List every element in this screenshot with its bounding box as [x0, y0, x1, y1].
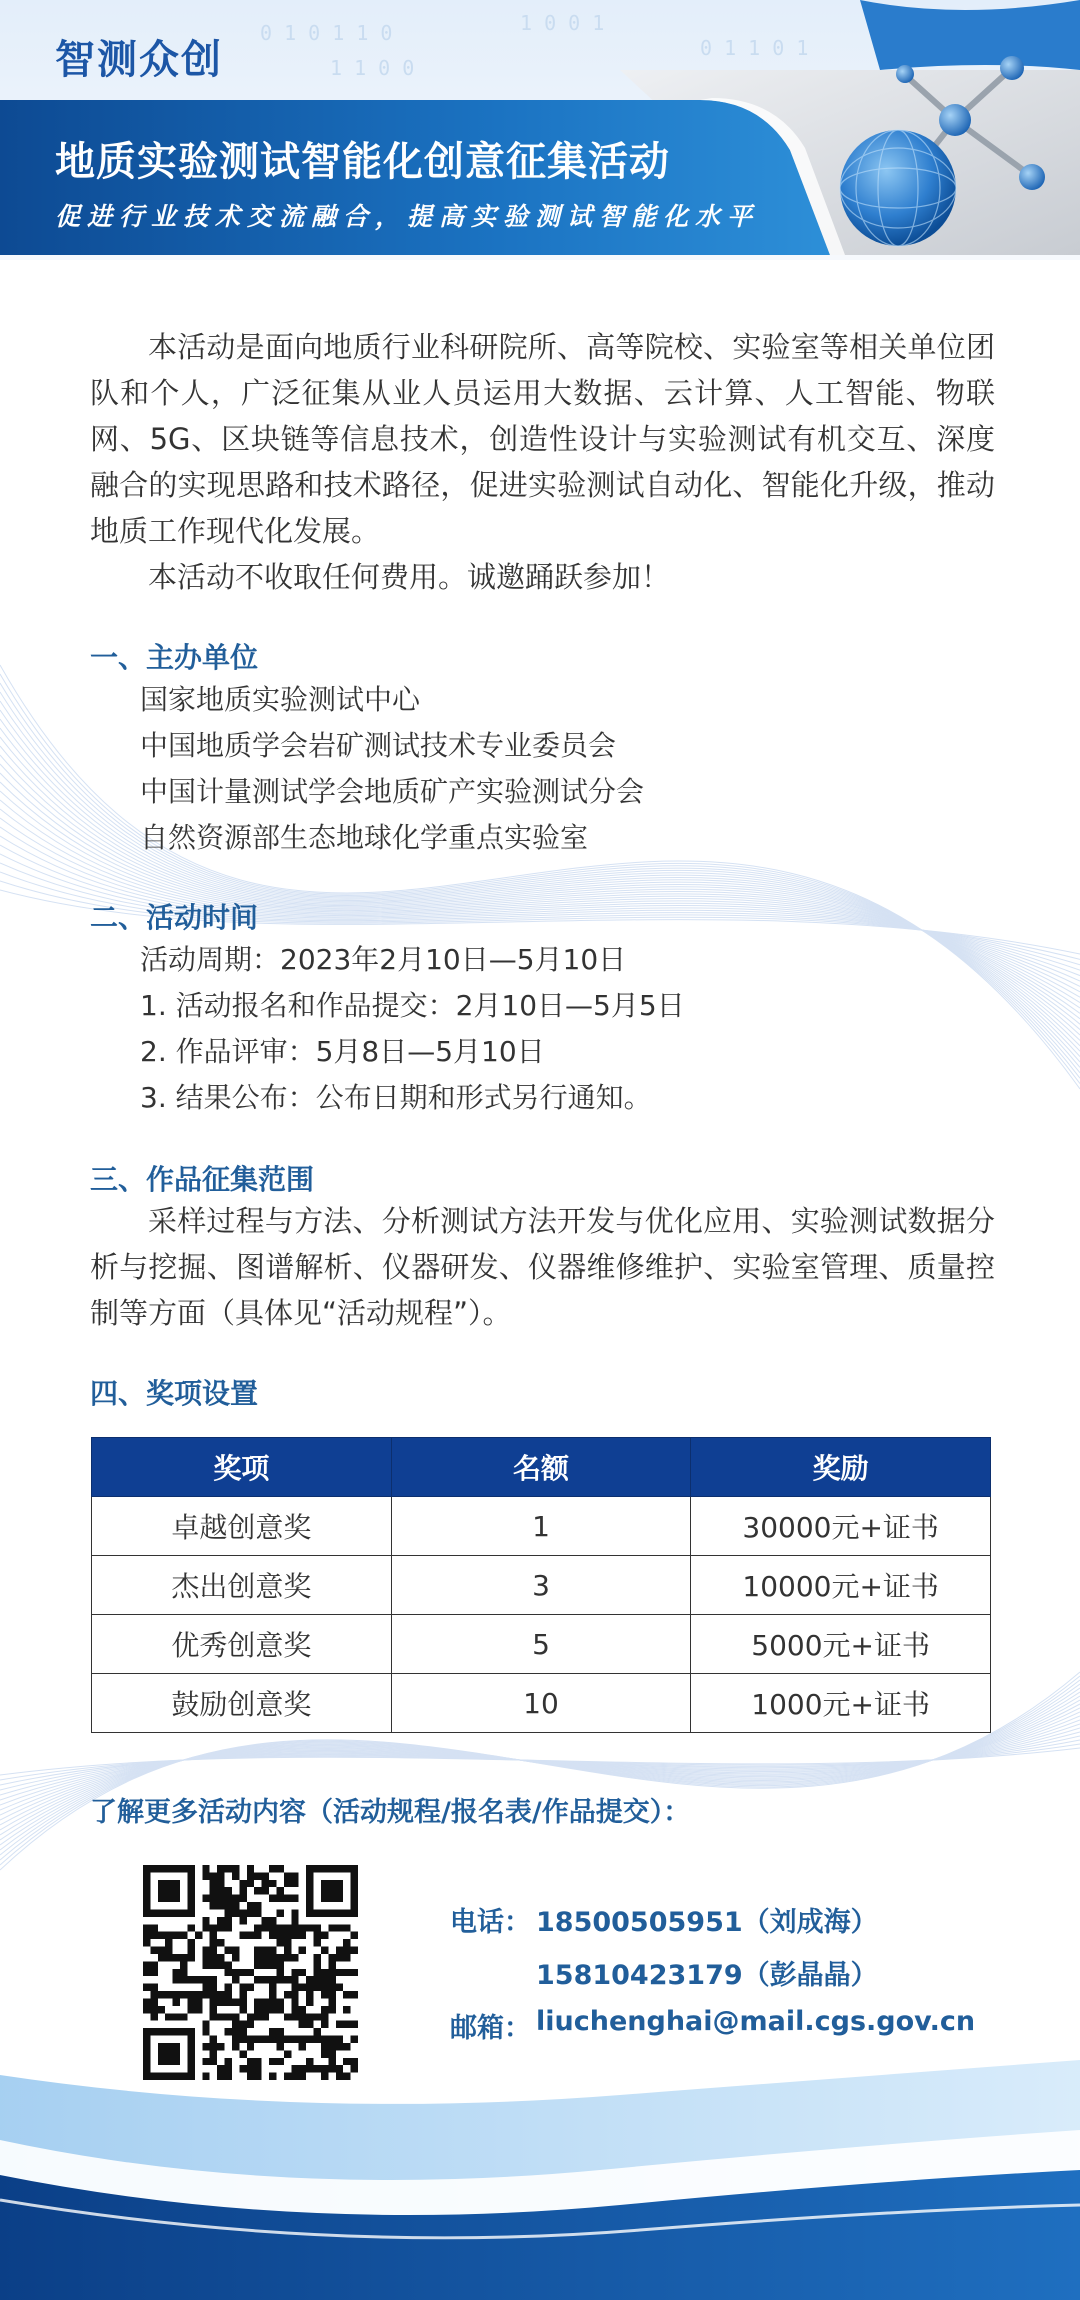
- award-quota: 5: [391, 1615, 691, 1674]
- schedule-item: 活动周期：2023年2月10日—5月10日: [140, 943, 627, 976]
- award-reward: 5000元+证书: [691, 1615, 991, 1674]
- awards-table: [91, 1437, 991, 1733]
- svg-text:0 1 1 0 1: 0 1 1 0 1: [700, 36, 809, 60]
- schedule-item: 3. 结果公布：公布日期和形式另行通知。: [140, 1081, 652, 1114]
- award-reward: 10000元+证书: [691, 1556, 991, 1615]
- scope-text: 采样过程与方法、分析测试方法开发与优化应用、实验测试数据分析与挖掘、图谱解析、仪器研发、仪器维修维护、实验室管理、质量控制等方面（具体见“活动规程”）。: [90, 1204, 995, 1330]
- phone-number-1[interactable]: 18500505951（刘成海）: [536, 1907, 878, 1938]
- intro-paragraph: 本活动是面向地质行业科研院所、高等院校、实验室等相关单位团队和个人，广泛征集从业人员运用大数据、云计算、人工智能、物联网、5G、区块链等信息技术，创造性设计与实验测试有机交互、深度融合的实现思路和技术路径，促进实验测试自动化、智能化升级，推动地质工作现代化发展。: [90, 330, 995, 548]
- schedule-item: 1. 活动报名和作品提交：2月10日—5月5日: [140, 989, 685, 1022]
- phone-label: 电话：: [450, 1907, 531, 1938]
- column-header-award: 奖项: [92, 1438, 392, 1497]
- qr-code-icon[interactable]: [143, 1865, 358, 2080]
- brand-title: 智测众创: [55, 37, 223, 83]
- page-title: 地质实验测试智能化创意征集活动: [55, 139, 670, 185]
- organizer-item: 中国计量测试学会地质矿产实验测试分会: [140, 775, 645, 808]
- award-quota: 10: [391, 1674, 691, 1733]
- organizers-heading: 一、主办单位: [90, 641, 259, 674]
- more-info-line: 了解更多活动内容（活动规程/报名表/作品提交）：: [90, 1797, 691, 1828]
- table-row: [92, 1556, 991, 1615]
- page-subtitle: 促进行业技术交流融合，提高实验测试智能化水平: [55, 202, 760, 231]
- free-notice: 本活动不收取任何费用。诚邀踊跃参加！: [148, 560, 671, 594]
- svg-text:1 0 0 1: 1 0 0 1: [520, 11, 605, 35]
- svg-text:0 1 0 1 1 0: 0 1 0 1 1 0: [260, 21, 393, 45]
- award-name: 鼓励创意奖: [92, 1674, 392, 1733]
- column-header-quota: 名额: [391, 1438, 691, 1497]
- organizer-item: 国家地质实验测试中心: [140, 683, 421, 716]
- table-row: [92, 1615, 991, 1674]
- scope-heading: 三、作品征集范围: [90, 1163, 315, 1196]
- column-header-reward: 奖励: [691, 1438, 991, 1497]
- award-name: 杰出创意奖: [92, 1556, 392, 1615]
- award-quota: 3: [391, 1556, 691, 1615]
- award-name: 优秀创意奖: [92, 1615, 392, 1674]
- award-quota: 1: [391, 1497, 691, 1556]
- table-row: [92, 1674, 991, 1733]
- phone-number-2[interactable]: 15810423179（彭晶晶）: [536, 1960, 878, 1991]
- organizer-item: 自然资源部生态地球化学重点实验室: [140, 821, 589, 854]
- table-header-row: [92, 1438, 991, 1497]
- email-label: 邮箱：: [450, 2013, 531, 2044]
- email-address[interactable]: liuchenghai@mail.cgs.gov.cn: [536, 2006, 976, 2037]
- awards-heading: 四、奖项设置: [90, 1377, 259, 1410]
- schedule-item: 2. 作品评审：5月8日—5月10日: [140, 1035, 545, 1068]
- organizer-item: 中国地质学会岩矿测试技术专业委员会: [140, 729, 617, 762]
- award-reward: 30000元+证书: [691, 1497, 991, 1556]
- table-row: [92, 1497, 991, 1556]
- svg-text:1 1 0 0: 1 1 0 0: [330, 56, 415, 80]
- award-reward: 1000元+证书: [691, 1674, 991, 1733]
- schedule-heading: 二、活动时间: [90, 901, 259, 934]
- award-name: 卓越创意奖: [92, 1497, 392, 1556]
